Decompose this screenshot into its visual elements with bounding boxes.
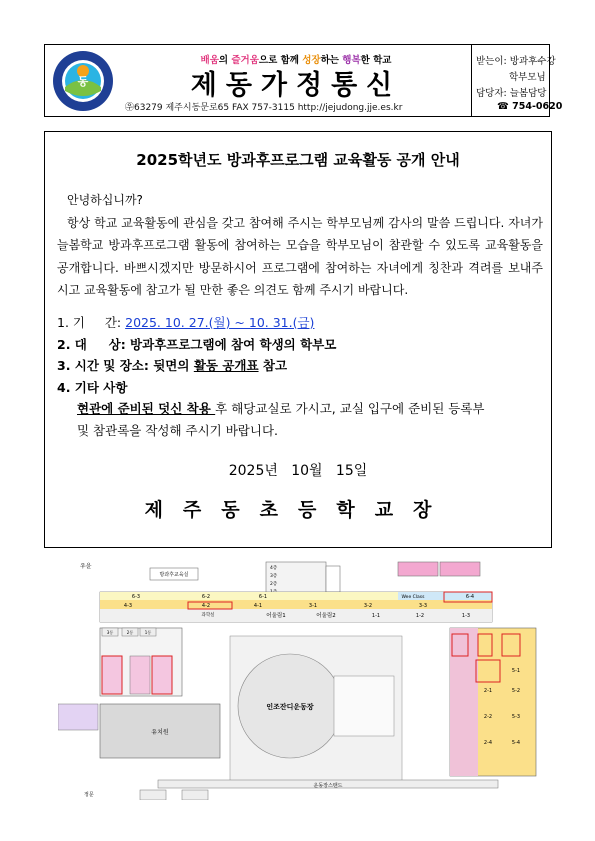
map-label-stand: 운동장스탠드 (313, 783, 343, 789)
svg-text:6-2: 6-2 (201, 594, 211, 600)
svg-text:1-2: 1-2 (415, 613, 425, 619)
item-period: 1. 기 간: 2025. 10. 27.(월) ~ 10. 31.(금) (57, 315, 315, 330)
svg-text:1-1: 1-1 (371, 613, 381, 619)
map-right-building (450, 628, 536, 776)
svg-text:2-2: 2-2 (483, 714, 493, 720)
greeting: 안녕하십니까? (67, 193, 143, 207)
map-label-top1: 우윤 (80, 563, 92, 570)
school-slogan: 배움의 즐거움으로 함께 성장하는 행복한 학교 (200, 55, 392, 66)
svg-text:1동: 1동 (144, 630, 152, 635)
header-recipient-info: 받는이: 방과후수강 학부모님 담당자: 늘봄담당 ☎ 754-0620 (476, 56, 563, 112)
notice-date: 2025년 10월 15일 (228, 463, 368, 479)
svg-text:6-3: 6-3 (131, 594, 141, 600)
item-place: 3. 시간 및 장소: 뒷면의 활동 공개표 참고 (57, 358, 288, 373)
svg-text:2층: 2층 (270, 582, 278, 587)
map-main-building (100, 592, 492, 622)
school-address: ㉾63279 제주시동문로65 FAX 757-3115 http://jejudong.jje.es.kr (125, 103, 403, 113)
newsletter-header (44, 44, 563, 117)
svg-text:4-3: 4-3 (123, 603, 133, 609)
svg-text:6-4: 6-4 (465, 594, 475, 600)
map-left-building (58, 628, 220, 758)
svg-text:Wee Class: Wee Class (401, 595, 425, 600)
svg-text:2-4: 2-4 (483, 740, 493, 746)
svg-text:어울림1: 어울림1 (266, 613, 286, 619)
svg-text:유치원: 유치원 (151, 729, 169, 736)
map-label-after: 방과후교육실 (159, 572, 189, 578)
item-etc: 4. 기타 사항 (57, 379, 128, 395)
svg-text:2동: 2동 (126, 630, 134, 635)
svg-text:과학실: 과학실 (201, 613, 215, 618)
item-target: 2. 대 상: 방과후프로그램에 참여 학생의 학부모 (57, 336, 337, 352)
svg-text:3-1: 3-1 (308, 603, 318, 609)
item-etc-line2: 및 참관록을 작성해 주시기 바랍니다. (77, 422, 278, 438)
svg-text:5-3: 5-3 (511, 714, 521, 720)
campus-map (58, 556, 540, 800)
map-label-gate: 정문 (84, 792, 94, 798)
svg-text:1-3: 1-3 (461, 613, 471, 619)
svg-text:2-1: 2-1 (483, 688, 493, 694)
notice-box (44, 131, 552, 548)
school-logo (50, 49, 116, 113)
notice-items (57, 312, 543, 441)
svg-text:3-2: 3-2 (363, 603, 373, 609)
svg-text:3층: 3층 (270, 574, 278, 579)
principal-signature: 제주동초등학교장 (144, 499, 452, 521)
notice-title: 2025학년도 방과후프로그램 교육활동 공개 안내 (136, 151, 460, 169)
newsletter-title: 제동가정통신 (190, 70, 402, 101)
svg-text:4층: 4층 (270, 566, 278, 571)
svg-text:3-3: 3-3 (418, 603, 428, 609)
svg-text:3동: 3동 (106, 630, 114, 635)
svg-text:4-2: 4-2 (201, 603, 211, 609)
svg-text:6-1: 6-1 (258, 594, 268, 600)
svg-text:4-1: 4-1 (253, 603, 263, 609)
svg-text:5-2: 5-2 (511, 688, 521, 694)
svg-text:인조잔디운동장: 인조잔디운동장 (266, 703, 314, 711)
svg-text:5-4: 5-4 (511, 740, 521, 746)
item-etc-line1: 현관에 준비된 덧신 착용 후 해당교실로 가시고, 교실 입구에 준비된 등록부 (77, 401, 485, 416)
map-building-top (266, 562, 480, 596)
notice-paragraph: 항상 학교 교육활동에 관심을 갖고 참여해 주시는 학부모님께 감사의 말씀 드립니다. 자녀가 늘봄학교 방과후프로그램 활동에 참여하는 모습을 학부모님이 참관할 수 있도록 교육활동을 공개합니다. 바쁘시겠지만 방문하시어 프로그램에 참여하는 자녀에게 칭찬과 격려를 보내주시고 교육활동에 참고가 될 만한 좋은 의견도 함께 주시기 바랍니다. (57, 215, 543, 298)
svg-text:어울림2: 어울림2 (316, 613, 336, 619)
header-center (121, 45, 472, 116)
svg-text:5-1: 5-1 (511, 668, 521, 674)
notice-body (57, 189, 543, 302)
map-field (230, 636, 402, 786)
svg-text:동: 동 (77, 75, 89, 88)
